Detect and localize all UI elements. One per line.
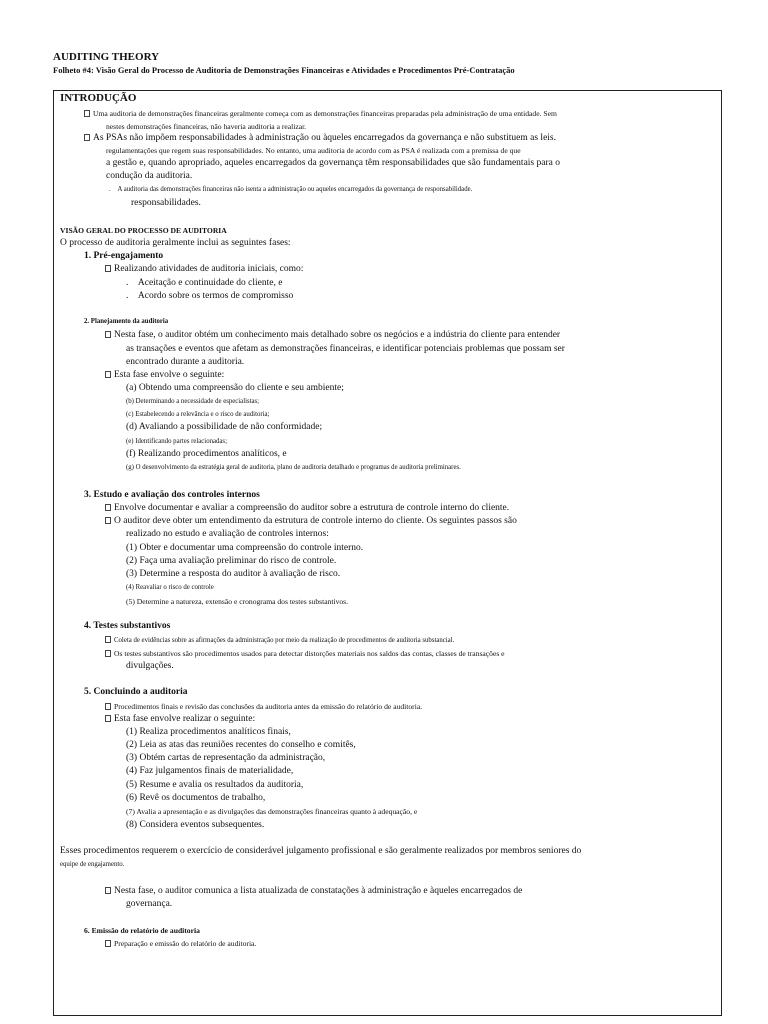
closing-bullet-cont: governança.: [126, 899, 173, 909]
phase-5-bullet-1: Procedimentos finais e revisão das conclusões da auditoria antes da emissão do relatório de auditoria.: [105, 701, 422, 712]
checkbox-icon: [105, 887, 111, 894]
phase-4-title: 4. Testes substantivos: [84, 621, 171, 631]
phase-6-bullet: Preparação e emissão do relatório de auditoria.: [105, 938, 256, 949]
phase-2-title: 2. Planejamento da auditoria: [84, 318, 169, 325]
checkbox-icon: [84, 110, 90, 117]
dot-icon: .: [109, 186, 118, 193]
intro-bullet-1: Uma auditoria de demonstrações financeiras geralmente começa com as demonstrações financeiras preparadas pela administração de uma entidade. Sem: [84, 108, 557, 119]
phase-2-bullet-1: Nesta fase, o auditor obtém um conhecimento mais detalhado sobre os negócios e a indústria do cliente para entender: [105, 330, 560, 341]
phase-2-item-c: (c) Estabelecendo a relevância e o risco de auditoria;: [126, 411, 270, 418]
intro-sub-bullet: . A auditoria das demonstrações financeiras não isenta a administração ou aqueles encarregados da governança de responsabilidade.: [109, 186, 473, 193]
phase-3-title: 3. Estudo e avaliação dos controles internos: [84, 490, 260, 500]
phase-2-item-f: (f) Realizando procedimentos analíticos, e: [126, 449, 287, 459]
checkbox-icon: [105, 331, 111, 338]
intro-heading: INTRODUÇÃO: [60, 92, 137, 104]
phase-1-sub-1: . Aceitação e continuidade do cliente, e: [126, 278, 283, 288]
phase-2-item-e: (e) Identificando partes relacionadas;: [126, 438, 227, 445]
phase-5-bullet-2: Esta fase envolve realizar o seguinte:: [105, 714, 255, 725]
overview-heading: VISÃO GERAL DO PROCESSO DE AUDITORIA: [60, 226, 227, 235]
phase-2-item-a: (a) Obtendo uma compreensão do cliente e seu ambiente;: [126, 383, 344, 393]
checkbox-icon: [105, 265, 111, 272]
checkbox-icon: [105, 650, 111, 657]
closing-paragraph-cont: equipe de engajamento.: [60, 861, 125, 868]
phase-1-bullet: Realizando atividades de auditoria iniciais, como:: [105, 264, 303, 275]
phase-2-item-g: (g) O desenvolvimento da estratégia geral de auditoria, plano de auditoria detalhado e programas de auditoria preliminares.: [126, 464, 461, 471]
closing-bullet: Nesta fase, o auditor comunica a lista atualizada de constatações à administração e àqueles encarregados de: [105, 886, 522, 897]
phase-5-step-4: (4) Faz julgamentos finais de materialidade,: [126, 766, 294, 776]
phase-4-bullet-2-cont: divulgações.: [126, 661, 174, 671]
document-title: AUDITING THEORY: [53, 51, 160, 63]
phase-5-step-8: (8) Considera eventos subsequentes.: [126, 820, 265, 830]
phase-2-item-d: (d) Avaliando a possibilidade de não conformidade;: [126, 422, 323, 432]
phase-5-step-5: (5) Resume e avalia os resultados da auditoria,: [126, 780, 304, 790]
phase-1-sub-2: . Acordo sobre os termos de compromisso: [126, 291, 294, 301]
checkbox-icon: [105, 371, 111, 378]
overview-lead: O processo de auditoria geralmente inclui as seguintes fases:: [60, 238, 291, 248]
phase-5-step-1: (1) Realiza procedimentos analíticos finais,: [126, 727, 291, 737]
intro-bullet-1-cont: nestes demonstrações financeiras, não haveria auditoria a realizar.: [106, 122, 307, 131]
checkbox-icon: [105, 715, 111, 722]
phase-3-step-1: (1) Obter e documentar uma compreensão do controle interno.: [126, 543, 364, 553]
phase-5-title: 5. Concluindo a auditoria: [84, 687, 188, 697]
phase-2-bullet-1-cont-1: as transações e eventos que afetam as demonstrações financeiras, e identificar potenciais problemas que possam ser: [126, 344, 565, 354]
phase-2-item-b: (b) Determinando a necessidade de especialistas;: [126, 398, 260, 405]
dot-icon: .: [126, 278, 138, 288]
checkbox-icon: [105, 636, 111, 643]
phase-3-bullet-2-cont: realizado no estudo e avaliação de controles internos:: [126, 529, 329, 539]
phase-5-step-2: (2) Leia as atas das reuniões recentes do conselho e comitês,: [126, 740, 356, 750]
phase-5-step-7: (7) Avalia a apresentação e as divulgações das demonstrações financeiras quanto à adequação, e: [126, 807, 418, 816]
document-subtitle: Folheto #4: Visão Geral do Processo de Auditoria de Demonstrações Financeiras e Atividades e Procedimentos Pré-Contratação: [53, 65, 515, 75]
phase-4-bullet-1: Coleta de evidências sobre as afirmações da administração por meio da realização de procedimentos de auditoria substancial.: [105, 635, 454, 646]
intro-bullet-2: As PSAs não impõem responsabilidades à administração ou àqueles encarregados da governança e não substituem as leis.: [84, 133, 556, 144]
phase-5-step-6: (6) Revê os documentos de trabalho,: [126, 793, 266, 803]
checkbox-icon: [105, 940, 111, 947]
checkbox-icon: [105, 703, 111, 710]
phase-1-title: 1. Pré-engajamento: [84, 251, 164, 261]
phase-3-step-2: (2) Faça uma avaliação preliminar do risco de controle.: [126, 556, 337, 566]
intro-sub-bullet-cont: responsabilidades.: [131, 198, 201, 208]
phase-3-bullet-2: O auditor deve obter um entendimento da estrutura de controle interno do cliente. Os seguintes passos são: [105, 516, 517, 527]
checkbox-icon: [105, 504, 111, 511]
phase-2-bullet-2: Esta fase envolve o seguinte:: [105, 370, 224, 381]
closing-paragraph: Esses procedimentos requerem o exercício de considerável julgamento profissional e são geralmente realizados por membros seniores do: [60, 846, 582, 856]
phase-5-step-3: (3) Obtém cartas de representação da administração,: [126, 753, 326, 763]
checkbox-icon: [105, 517, 111, 524]
phase-2-bullet-1-cont-2: encontrado durante a auditoria.: [126, 357, 245, 367]
phase-3-bullet-1: Envolve documentar e avaliar a compreensão do auditor sobre a estrutura de controle interno do cliente.: [105, 503, 509, 514]
phase-3-step-5: (5) Determine a natureza, extensão e cronograma dos testes substantivos.: [126, 597, 349, 606]
dot-icon: .: [126, 291, 138, 301]
phase-6-title: 6. Emissão do relatório de auditoria: [84, 926, 200, 935]
intro-bullet-2-cont-3: condução da auditoria.: [106, 171, 193, 181]
document-header: [53, 51, 515, 75]
phase-3-step-4: (4) Reavaliar o risco de controle: [126, 584, 214, 591]
intro-bullet-2-cont-1: regulamentações que regem suas responsabilidades. No entanto, uma auditoria de acordo com as PSA é realizada com a premissa de que: [106, 146, 521, 155]
intro-bullet-2-cont-2: a gestão e, quando apropriado, aqueles encarregados da governança têm responsabilidades que são fundamentais para o: [106, 158, 560, 168]
phase-3-step-3: (3) Determine a resposta do auditor à avaliação de risco.: [126, 569, 341, 579]
phase-4-bullet-2: Os testes substantivos são procedimentos usados para detectar distorções materiais nos saldos das contas, classes de transações e: [105, 648, 505, 659]
checkbox-icon: [84, 134, 90, 141]
